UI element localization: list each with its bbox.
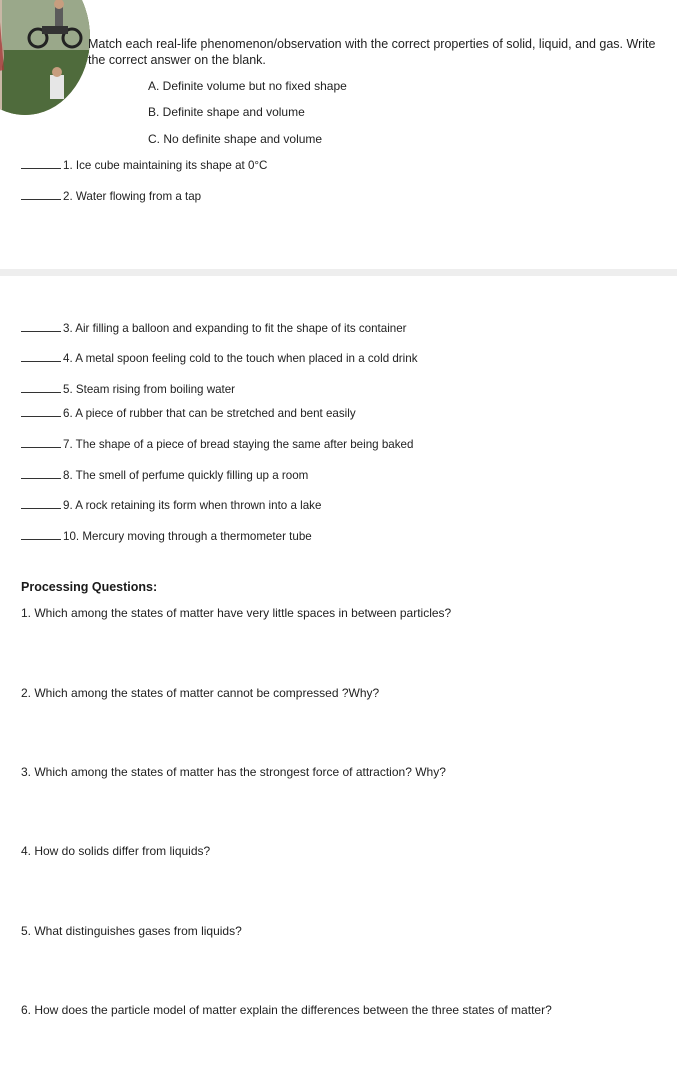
match-item-9 [21, 498, 321, 512]
answer-blank-1[interactable] [21, 158, 61, 169]
match-item-text: 4. A metal spoon feeling cold to the touch when placed in a cold drink [63, 352, 418, 365]
processing-question-6: 6. How does the particle model of matter explain the differences between the three states of matter? [21, 1003, 552, 1017]
processing-question-5: 5. What distinguishes gases from liquids? [21, 924, 242, 938]
match-item-text: 1. Ice cube maintaining its shape at 0°C [63, 159, 268, 172]
processing-question-4: 4. How do solids differ from liquids? [21, 844, 211, 858]
match-item-text: 8. The smell of perfume quickly filling up a room [63, 469, 309, 482]
match-item-text: 7. The shape of a piece of bread staying the same after being baked [63, 438, 414, 451]
match-item-1 [21, 158, 267, 172]
answer-blank-5[interactable] [21, 382, 61, 393]
profile-photo-overlay [0, 0, 90, 115]
option-a: A. Definite volume but no fixed shape [148, 79, 347, 93]
match-item-4 [21, 351, 418, 365]
instructions-line-1: Match each real-life phenomenon/observation with the correct properties of solid, liquid, and gas. Write [88, 37, 656, 51]
match-item-text: 10. Mercury moving through a thermometer tube [63, 530, 312, 543]
processing-question-3: 3. Which among the states of matter has the strongest force of attraction? Why? [21, 765, 446, 779]
answer-blank-4[interactable] [21, 351, 61, 362]
match-item-7 [21, 437, 413, 451]
match-item-8 [21, 468, 308, 482]
instructions-line-2: the correct answer on the blank. [88, 53, 266, 67]
answer-blank-2[interactable] [21, 189, 61, 200]
answer-blank-8[interactable] [21, 468, 61, 479]
match-item-text: 6. A piece of rubber that can be stretched and bent easily [63, 407, 356, 420]
answer-blank-3[interactable] [21, 321, 61, 332]
answer-blank-10[interactable] [21, 529, 61, 540]
match-item-text: 9. A rock retaining its form when thrown into a lake [63, 499, 322, 512]
option-b: B. Definite shape and volume [148, 105, 305, 119]
match-item-6 [21, 406, 356, 420]
option-c: C. No definite shape and volume [148, 132, 323, 146]
processing-questions-heading: Processing Questions: [21, 580, 158, 594]
page-break-divider [0, 269, 677, 276]
match-item-10 [21, 529, 312, 543]
processing-question-2: 2. Which among the states of matter cannot be compressed ?Why? [21, 686, 380, 700]
match-item-text: 5. Steam rising from boiling water [63, 383, 236, 396]
match-item-3 [21, 321, 407, 335]
match-item-text: 2. Water flowing from a tap [63, 190, 202, 203]
photo-collage-image [0, 0, 90, 115]
match-item-2 [21, 189, 201, 203]
processing-question-1: 1. Which among the states of matter have very little spaces in between particles? [21, 606, 452, 620]
match-item-text: 3. Air filling a balloon and expanding to fit the shape of its container [63, 322, 407, 335]
answer-blank-6[interactable] [21, 406, 61, 417]
answer-blank-7[interactable] [21, 437, 61, 448]
match-item-5 [21, 382, 235, 396]
answer-blank-9[interactable] [21, 498, 61, 509]
